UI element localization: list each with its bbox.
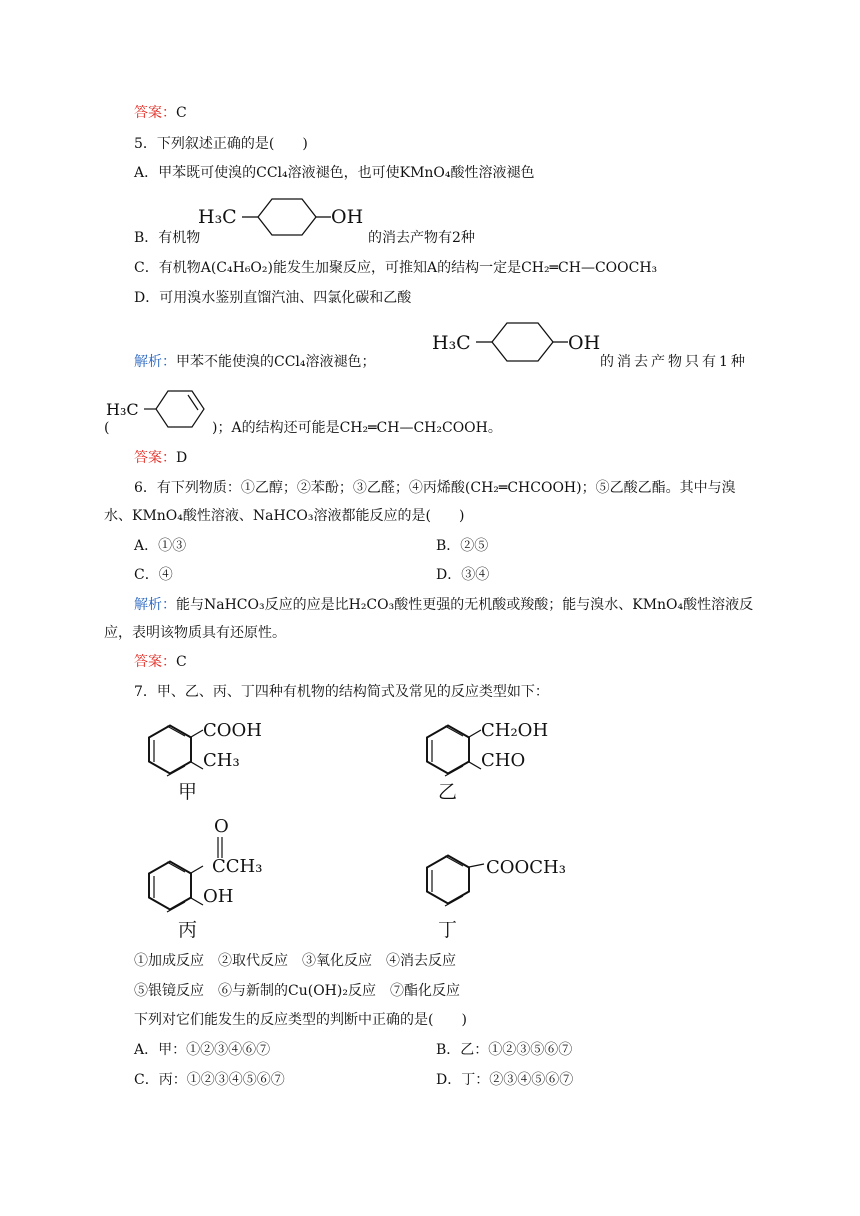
methylcyclohexene-structure [104, 384, 224, 430]
q6-analysis-text: 能与NaHCO₃反应的应是比H₂CO₃酸性更强的无机酸或羧酸；能与溴水、KMnO₄酸性溶液反 [176, 597, 754, 613]
structure-jia [140, 712, 300, 804]
q7-option-b: B．乙：①②③⑤⑥⑦ [436, 1042, 573, 1058]
q5-option-d: D．可用溴水鉴别直馏汽油、四氯化碳和乙酸 [134, 290, 412, 306]
yi-name: 乙 [438, 781, 458, 803]
q7-stem: 7．甲、乙、丙、丁四种有机物的结构简式及常见的反应类型如下： [134, 684, 549, 700]
q6-option-c: C．④ [134, 567, 173, 583]
q7-option-a: A．甲：①②③④⑥⑦ [134, 1042, 271, 1058]
q6-analysis-line2: 应，表明该物质具有还原性。 [104, 625, 286, 641]
q6-option-b: B．②⑤ [436, 538, 489, 554]
q7-reaction-types-1: ①加成反应 ②取代反应 ③氧化反应 ④消去反应 [134, 953, 456, 969]
struct-h3c: H₃C [198, 206, 237, 228]
q5-analysis-text-3: )；A的结构还可能是CH₂═CH—CH₂COOH。 [212, 420, 502, 436]
q5-answer-value: D [176, 450, 188, 466]
struct-h3c: H₃C [432, 332, 471, 354]
answer-label: 答案： [134, 105, 176, 121]
q7-reaction-types-2: ⑤银镜反应 ⑥与新制的Cu(OH)₂反应 ⑦酯化反应 [134, 983, 460, 999]
q5-option-b-prefix: B．有机物 [134, 230, 201, 246]
cyclohexane-ring [258, 199, 316, 235]
struct-oh: OH [568, 332, 601, 354]
structure-bing [140, 812, 300, 942]
q6-stem-line2: 水、KMnO₄酸性溶液、NaHCO₃溶液都能反应的是( ) [104, 508, 465, 524]
methylcyclohexanol-structure [196, 196, 376, 238]
bing-oxygen: O [214, 816, 229, 837]
q5-analysis-text: 甲苯不能使溴的CCl₄溶液褪色； [176, 354, 376, 370]
structure-ding [418, 842, 598, 942]
analysis-label: 解析： [134, 597, 176, 613]
q7-question: 下列对它们能发生的反应类型的判断中正确的是( ) [134, 1012, 467, 1028]
answer-line [134, 103, 187, 123]
q5-stem: 5．下列叙述正确的是( ) [134, 136, 308, 152]
q6-analysis-line1 [134, 595, 753, 615]
q5-analysis-line1 [134, 352, 376, 372]
jia-group-2: CH₃ [203, 750, 240, 771]
q7-option-c: C．丙：①②③④⑤⑥⑦ [134, 1072, 285, 1088]
q6-option-a: A．①③ [134, 538, 187, 554]
answer-value: C [176, 105, 187, 121]
q5-option-b-suffix: 的消去产物有2种 [368, 230, 475, 246]
analysis-label: 解析： [134, 354, 176, 370]
methylcyclohexanol-structure-2 [430, 320, 610, 366]
q5-option-a: A．甲苯既可使溴的CCl₄溶液褪色，也可使KMnO₄酸性溶液褪色 [134, 165, 535, 181]
jia-group-1: COOH [203, 720, 262, 741]
jia-name: 甲 [178, 781, 198, 803]
answer-label: 答案： [134, 450, 176, 466]
q5-analysis-open-paren: ( [104, 420, 110, 436]
ding-group-1: COOCH₃ [486, 857, 566, 878]
yi-group-2: CHO [481, 750, 526, 771]
struct-h3c-small: H₃C [106, 400, 139, 419]
q5-option-c: C．有机物A(C₄H₆O₂)能发生加聚反应，可推知A的结构一定是CH₂═CH—COOCH₃ [134, 260, 658, 276]
ding-name: 丁 [438, 919, 458, 941]
q6-answer-value: C [176, 654, 187, 670]
struct-oh: OH [331, 206, 364, 228]
q7-option-d: D．丁：②③④⑤⑥⑦ [436, 1072, 574, 1088]
q5-answer-line [134, 448, 187, 468]
q5-analysis-text-2: 的消去产物只有1种 [600, 354, 748, 370]
q6-option-d: D．③④ [436, 567, 490, 583]
bing-name: 丙 [178, 919, 198, 941]
yi-group-1: CH₂OH [481, 720, 549, 741]
q6-answer-line [134, 652, 187, 672]
cyclohexane-ring [492, 323, 553, 361]
q6-stem-line1: 6．有下列物质：①乙醇；②苯酚；③乙醛；④丙烯酸(CH₂═CHCOOH)；⑤乙酸乙酯。其中与溴 [134, 480, 736, 496]
bing-group-1: CCH₃ [212, 856, 263, 877]
answer-label: 答案： [134, 654, 176, 670]
bing-group-2: OH [203, 886, 234, 907]
structure-yi [418, 712, 588, 804]
